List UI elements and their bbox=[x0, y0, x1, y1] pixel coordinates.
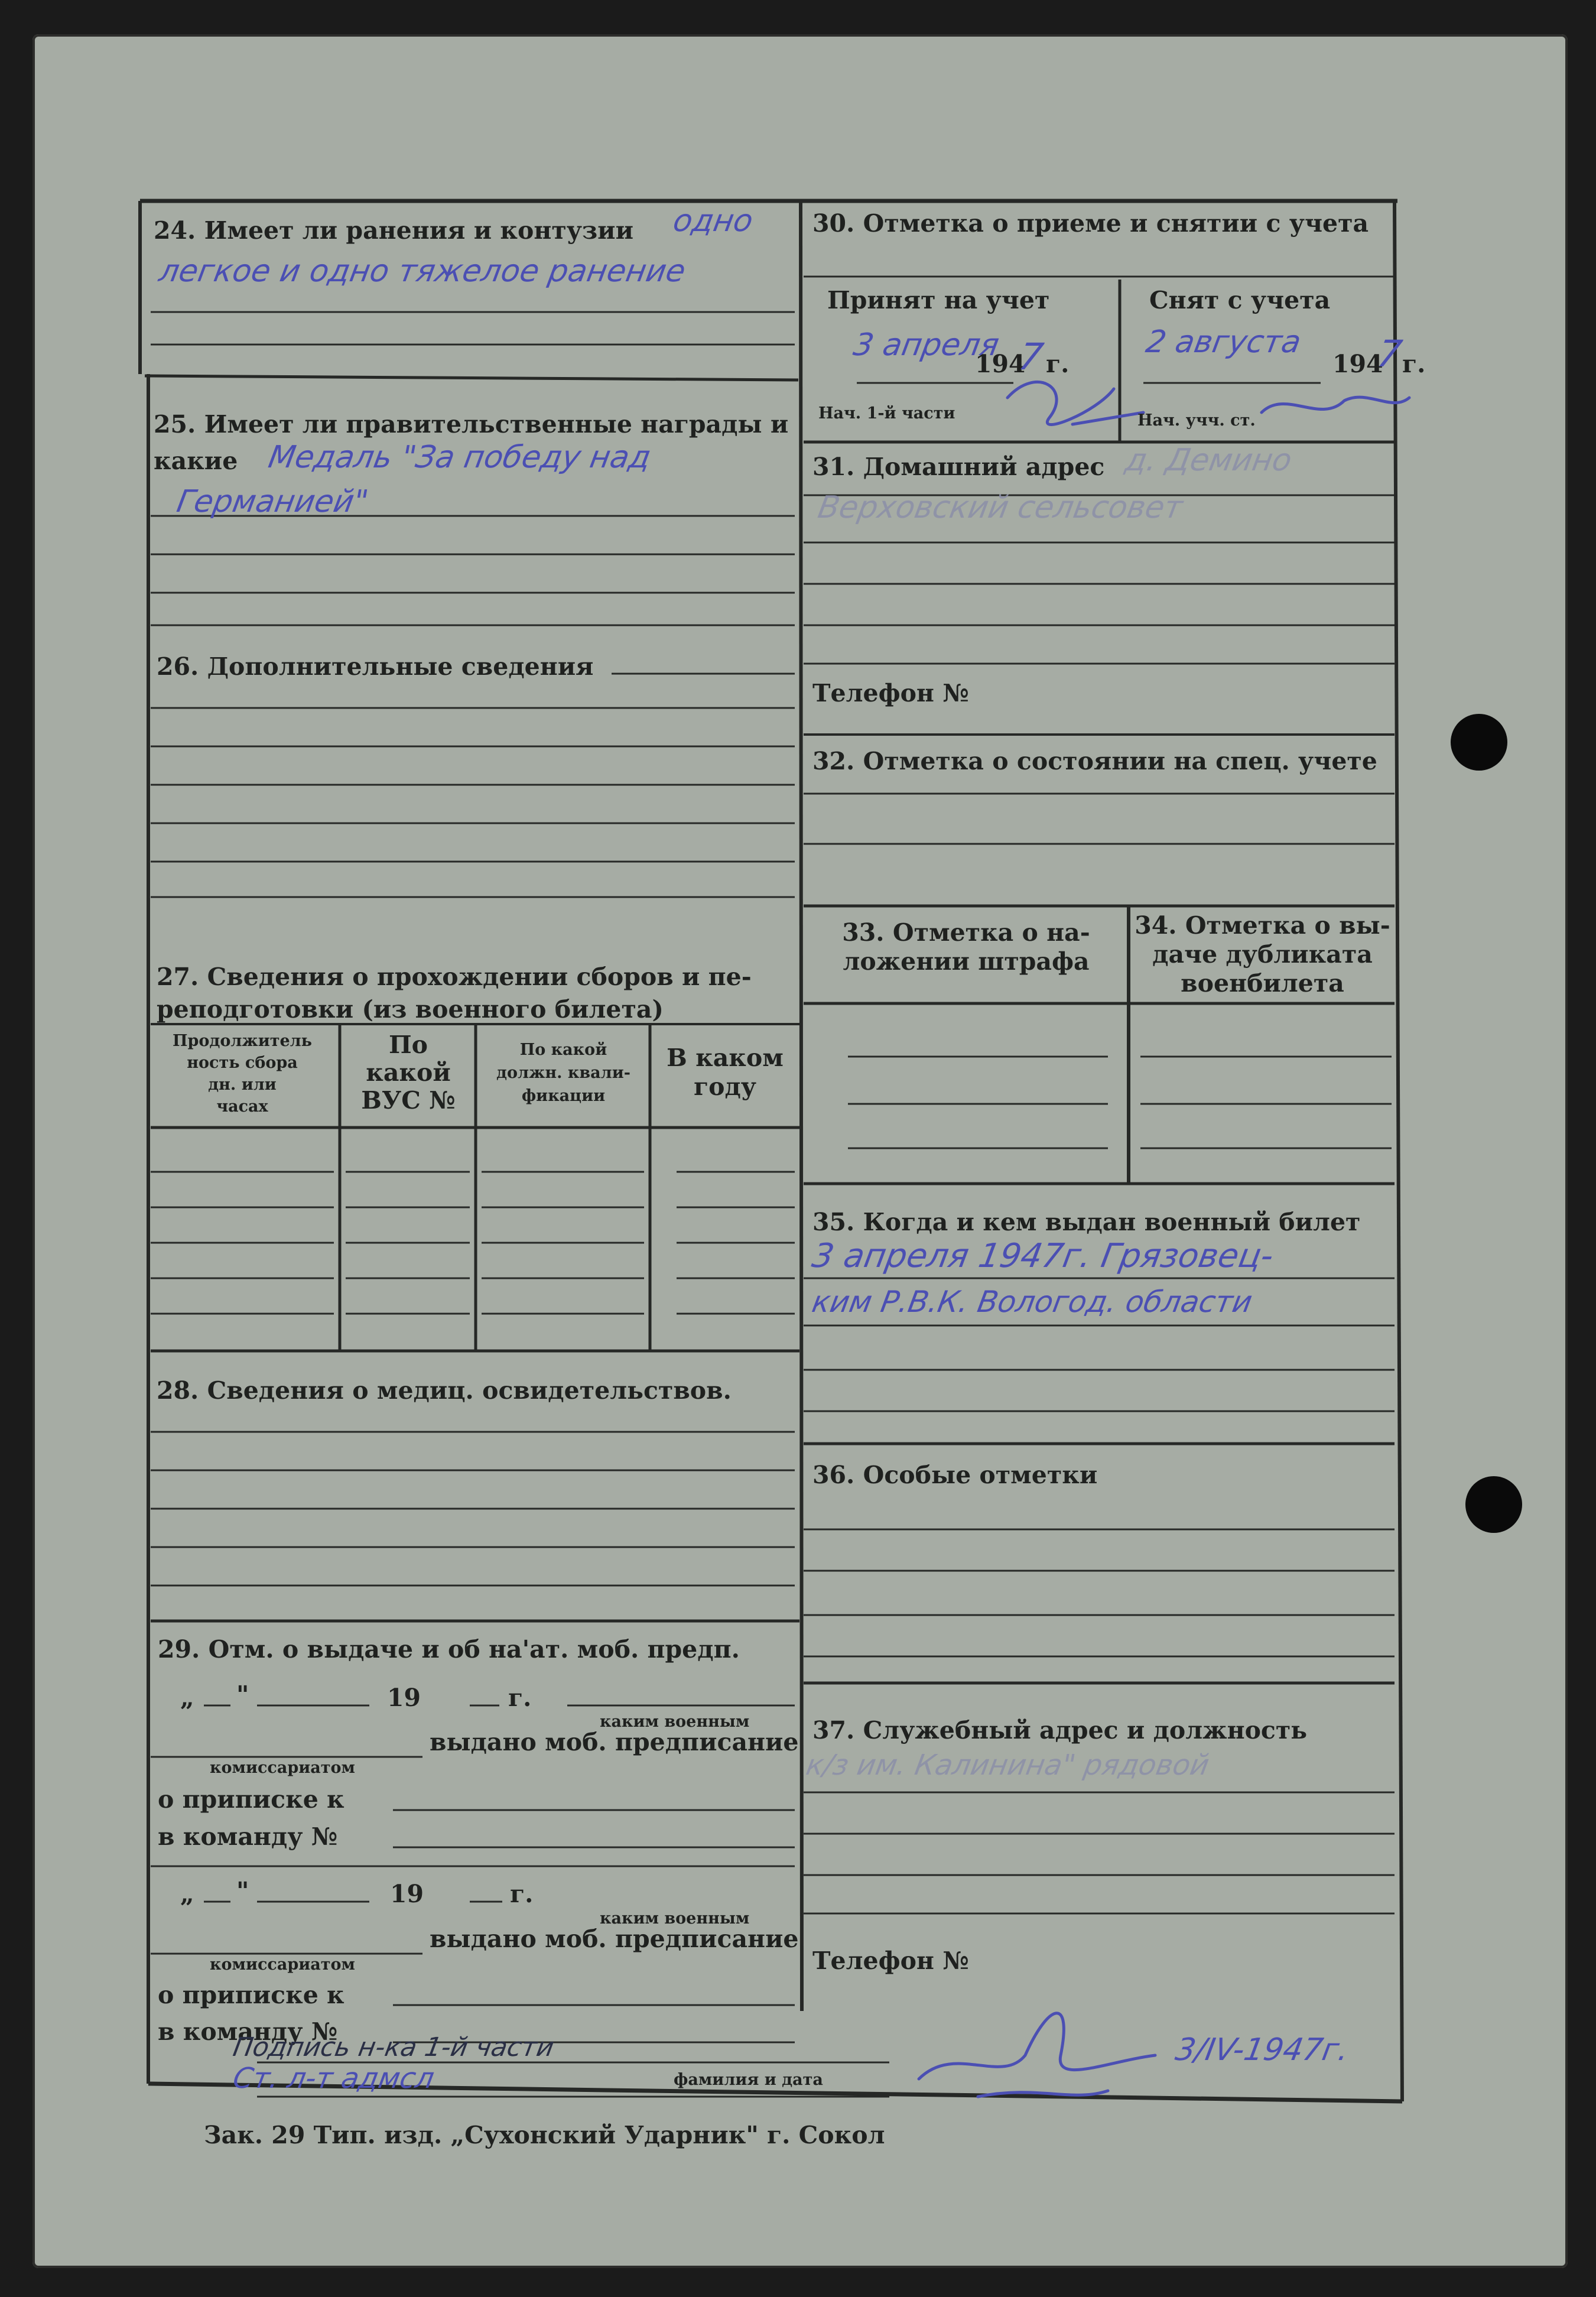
s27-title-line2: реподготовки (из военного билета) bbox=[157, 995, 664, 1024]
s27-col4-l1: В каком bbox=[667, 1044, 784, 1072]
s27-col1-l1: Продолжитель bbox=[173, 1032, 312, 1050]
s37-title: 37. Служебный адрес и должность bbox=[812, 1716, 1308, 1744]
s29-open-1: „ bbox=[180, 1684, 194, 1712]
s29-pripiske-2: о приписке к bbox=[158, 1981, 344, 2009]
s24-hw-line1: одно bbox=[670, 203, 756, 239]
s25-title-line1: 25. Имеет ли правительственные награды и bbox=[154, 410, 789, 438]
s31-hw-line2: Верховский сельсовет bbox=[815, 490, 1186, 525]
s36-title: 36. Особые отметки bbox=[812, 1461, 1098, 1489]
s29-vydano-1: выдано моб. предписание bbox=[430, 1728, 799, 1756]
s31-phone: Телефон № bbox=[812, 679, 969, 707]
s27-col4-l2: году bbox=[693, 1073, 757, 1101]
s31-title: 31. Домашний адрес bbox=[812, 453, 1105, 481]
s29-year-2: 19 bbox=[390, 1880, 424, 1908]
signature-caption: фамилия и дата bbox=[674, 2071, 823, 2089]
signature-line1: Подпись н-ка 1-й части bbox=[230, 2032, 557, 2062]
s29-pripiske-1: о приписке к bbox=[158, 1785, 344, 1814]
s37-hw-line1: к/з им. Калинина" рядовой bbox=[804, 1749, 1212, 1782]
s37-phone: Телефон № bbox=[812, 1947, 969, 1975]
s29-kakim-1: каким военным bbox=[600, 1713, 750, 1731]
s29-vydano-2: выдано моб. предписание bbox=[430, 1925, 799, 1953]
s30-title: 30. Отметка о приеме и снятии с учета bbox=[812, 209, 1369, 238]
s27-col4-header bbox=[651, 1046, 799, 1099]
s33-l2: ложении штрафа bbox=[843, 947, 1090, 976]
s27-col3-l1: По какой bbox=[519, 1041, 607, 1059]
s27-col2-header bbox=[341, 1033, 476, 1113]
s29-g-2: г. bbox=[510, 1880, 534, 1908]
s27-col1-l4: часах bbox=[216, 1097, 268, 1116]
s35-hw-line2: ким Р.В.К. Вологод. области bbox=[809, 1285, 1255, 1319]
s30-accepted-year-digit: 7 bbox=[1015, 335, 1046, 378]
s30-chief2: Нач. учч. ст. bbox=[1137, 411, 1256, 430]
s29-close-2: " bbox=[236, 1877, 249, 1905]
s29-komandu-1: в команду № bbox=[158, 1822, 338, 1851]
s29-komandu-2: в команду № bbox=[158, 2017, 338, 2046]
s33-header bbox=[804, 918, 1129, 976]
s30-removed-year-prefix: 194 bbox=[1332, 350, 1383, 378]
s24-hw-line2: легкое и одно тяжелое ранение bbox=[156, 254, 688, 289]
s29-year-1: 19 bbox=[387, 1684, 421, 1712]
s27-col1-l3: дн. или bbox=[208, 1076, 277, 1094]
s25-hw-line1: Медаль "За победу над bbox=[265, 440, 654, 475]
s29-g-1: г. bbox=[508, 1684, 532, 1712]
s26-title: 26. Дополнительные сведения bbox=[157, 652, 594, 681]
s34-l2: даче дубликата bbox=[1152, 940, 1373, 969]
s25-title-line2: какие bbox=[154, 447, 238, 475]
registration-card bbox=[32, 34, 1568, 2268]
s29-title: 29. Отм. о выдаче и об на'ат. моб. предп. bbox=[158, 1635, 740, 1664]
s27-col2-l3: ВУС № bbox=[361, 1086, 456, 1115]
s24-title: 24. Имеет ли ранения и контузии bbox=[154, 216, 633, 245]
s27-col3-l3: фикации bbox=[521, 1087, 606, 1105]
s27-col1-header bbox=[145, 1033, 340, 1115]
s30-accepted-g: г. bbox=[1046, 350, 1070, 378]
s29-komiss-2: комиссариатом bbox=[210, 1955, 355, 1974]
s27-col3-header bbox=[477, 1042, 650, 1104]
s27-col2-l1: По bbox=[388, 1031, 428, 1059]
s34-l3: военбилета bbox=[1181, 969, 1344, 998]
s30-removed-date: 2 августа bbox=[1143, 324, 1304, 360]
printer-imprint: Зак. 29 Тип. изд. „Сухонский Ударник" г. Сокол bbox=[204, 2121, 885, 2149]
s29-close-1: " bbox=[236, 1681, 249, 1709]
s30-removed-year-digit: 7 bbox=[1374, 332, 1405, 375]
s34-l1: 34. Отметка о вы- bbox=[1135, 911, 1390, 940]
s29-komiss-1: комиссариатом bbox=[210, 1759, 355, 1777]
s35-title: 35. Когда и кем выдан военный билет bbox=[812, 1208, 1361, 1236]
s34-header bbox=[1130, 911, 1395, 998]
s27-col1-l2: ность сбора bbox=[187, 1054, 298, 1072]
signature-line2: Ст. л-т адмсл bbox=[230, 2062, 437, 2095]
s30-accepted-date: 3 апреля bbox=[850, 327, 1002, 363]
s27-col3-l2: должн. квали- bbox=[496, 1064, 630, 1082]
s30-chief1: Нач. 1-й части bbox=[818, 404, 955, 423]
s30-accepted-year-prefix: 194 bbox=[975, 350, 1026, 378]
s30-accepted-label: Принят на учет bbox=[827, 286, 1050, 314]
s30-removed-label: Снят с учета bbox=[1149, 286, 1331, 314]
signature-date: 3/IV-1947г. bbox=[1172, 2032, 1352, 2068]
s29-open-2: „ bbox=[180, 1880, 194, 1908]
s31-hw-line1: д. Демино bbox=[1122, 443, 1295, 478]
s27-title-line1: 27. Сведения о прохождении сборов и пе- bbox=[157, 963, 752, 991]
s29-kakim-2: каким военным bbox=[600, 1909, 750, 1928]
s33-l1: 33. Отметка о на- bbox=[842, 918, 1090, 947]
s30-removed-g: г. bbox=[1402, 350, 1426, 378]
s28-title: 28. Сведения о медиц. освидетельствов. bbox=[157, 1376, 732, 1405]
s35-hw-line1: 3 апреля 1947г. Грязовец- bbox=[809, 1237, 1277, 1275]
s27-col2-l2: какой bbox=[366, 1058, 451, 1087]
s25-hw-line2: Германией" bbox=[174, 484, 371, 519]
s32-title: 32. Отметка о состоянии на спец. учете bbox=[812, 747, 1377, 775]
